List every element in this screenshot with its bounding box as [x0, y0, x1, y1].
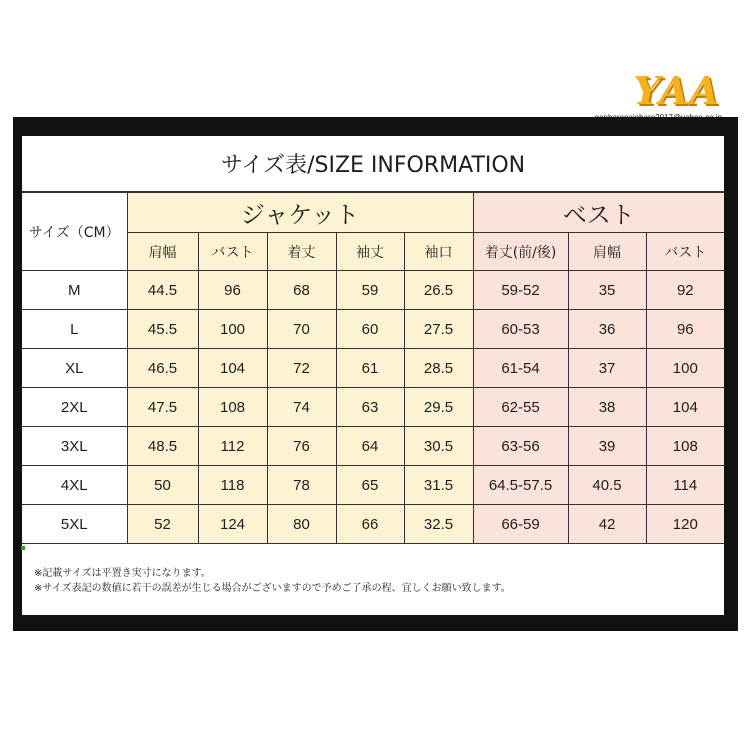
vest-cell: 114	[646, 466, 724, 505]
vest-cell: 40.5	[568, 466, 646, 505]
vest-cell: 100	[646, 349, 724, 388]
vest-cell: 38	[568, 388, 646, 427]
jacket-cell: 50	[127, 466, 198, 505]
jacket-cell: 66	[336, 505, 404, 544]
vest-cell: 37	[568, 349, 646, 388]
jacket-cell: 124	[198, 505, 267, 544]
size-cell: 3XL	[22, 427, 127, 466]
column-header-jacket-shoulder: 肩幅	[127, 233, 198, 271]
table-row	[22, 271, 724, 310]
vest-cell: 59-52	[473, 271, 568, 310]
vest-cell: 104	[646, 388, 724, 427]
jacket-cell: 118	[198, 466, 267, 505]
jacket-cell: 104	[198, 349, 267, 388]
vest-cell: 64.5-57.5	[473, 466, 568, 505]
jacket-cell: 60	[336, 310, 404, 349]
vest-cell: 42	[568, 505, 646, 544]
jacket-cell: 26.5	[404, 271, 473, 310]
jacket-cell: 80	[267, 505, 336, 544]
size-cell: XL	[22, 349, 127, 388]
jacket-cell: 74	[267, 388, 336, 427]
size-cell: 4XL	[22, 466, 127, 505]
jacket-cell: 30.5	[404, 427, 473, 466]
jacket-cell: 72	[267, 349, 336, 388]
sub-header-row	[22, 233, 724, 271]
jacket-cell: 96	[198, 271, 267, 310]
vest-cell: 120	[646, 505, 724, 544]
jacket-cell: 31.5	[404, 466, 473, 505]
jacket-cell: 108	[198, 388, 267, 427]
vest-cell: 35	[568, 271, 646, 310]
column-header-jacket-sleeve: 袖丈	[336, 233, 404, 271]
size-cell: 2XL	[22, 388, 127, 427]
jacket-cell: 78	[267, 466, 336, 505]
jacket-cell: 61	[336, 349, 404, 388]
size-column-header: サイズ（CM）	[22, 193, 127, 271]
size-sheet	[22, 136, 724, 615]
table-row	[22, 349, 724, 388]
jacket-cell: 112	[198, 427, 267, 466]
size-table	[22, 192, 724, 544]
size-cell: L	[22, 310, 127, 349]
jacket-cell: 63	[336, 388, 404, 427]
jacket-cell: 64	[336, 427, 404, 466]
note-line: ※記載サイズは平置き実寸になります。	[34, 568, 211, 579]
vest-cell: 60-53	[473, 310, 568, 349]
jacket-cell: 27.5	[404, 310, 473, 349]
jacket-group-header: ジャケット	[127, 193, 473, 233]
vest-cell: 96	[646, 310, 724, 349]
vest-cell: 62-55	[473, 388, 568, 427]
vest-cell: 92	[646, 271, 724, 310]
jacket-cell: 76	[267, 427, 336, 466]
table-row	[22, 388, 724, 427]
jacket-cell: 45.5	[127, 310, 198, 349]
jacket-cell: 32.5	[404, 505, 473, 544]
column-header-jacket-bust: バスト	[198, 233, 267, 271]
jacket-cell: 59	[336, 271, 404, 310]
jacket-cell: 100	[198, 310, 267, 349]
vest-cell: 63-56	[473, 427, 568, 466]
column-header-jacket-cuff: 袖口	[404, 233, 473, 271]
jacket-cell: 47.5	[127, 388, 198, 427]
vest-cell: 36	[568, 310, 646, 349]
jacket-cell: 46.5	[127, 349, 198, 388]
size-cell: M	[22, 271, 127, 310]
green-mark	[21, 546, 25, 550]
jacket-cell: 52	[127, 505, 198, 544]
jacket-cell: 28.5	[404, 349, 473, 388]
jacket-cell: 70	[267, 310, 336, 349]
vest-cell: 108	[646, 427, 724, 466]
jacket-cell: 44.5	[127, 271, 198, 310]
jacket-cell: 65	[336, 466, 404, 505]
jacket-cell: 68	[267, 271, 336, 310]
group-header-row	[22, 193, 724, 233]
notes	[34, 566, 714, 596]
sheet-title: サイズ表/SIZE INFORMATION	[22, 136, 724, 192]
column-header-vest-shoulder: 肩幅	[568, 233, 646, 271]
jacket-cell: 48.5	[127, 427, 198, 466]
column-header-jacket-length: 着丈	[267, 233, 336, 271]
size-cell: 5XL	[22, 505, 127, 544]
vest-cell: 39	[568, 427, 646, 466]
column-header-vest-length: 着丈(前/後)	[473, 233, 568, 271]
column-header-vest-bust: バスト	[646, 233, 724, 271]
vest-cell: 66-59	[473, 505, 568, 544]
table-row	[22, 427, 724, 466]
vest-group-header: ベスト	[473, 193, 724, 233]
table-row	[22, 310, 724, 349]
vest-cell: 61-54	[473, 349, 568, 388]
note-line: ※サイズ表記の数値に若干の誤差が生じる場合がございますので予めご了承の程、宜しくお願い致します。	[34, 583, 511, 594]
table-row	[22, 466, 724, 505]
table-row	[22, 505, 724, 544]
jacket-cell: 29.5	[404, 388, 473, 427]
brand-logo: YAA	[633, 68, 720, 113]
